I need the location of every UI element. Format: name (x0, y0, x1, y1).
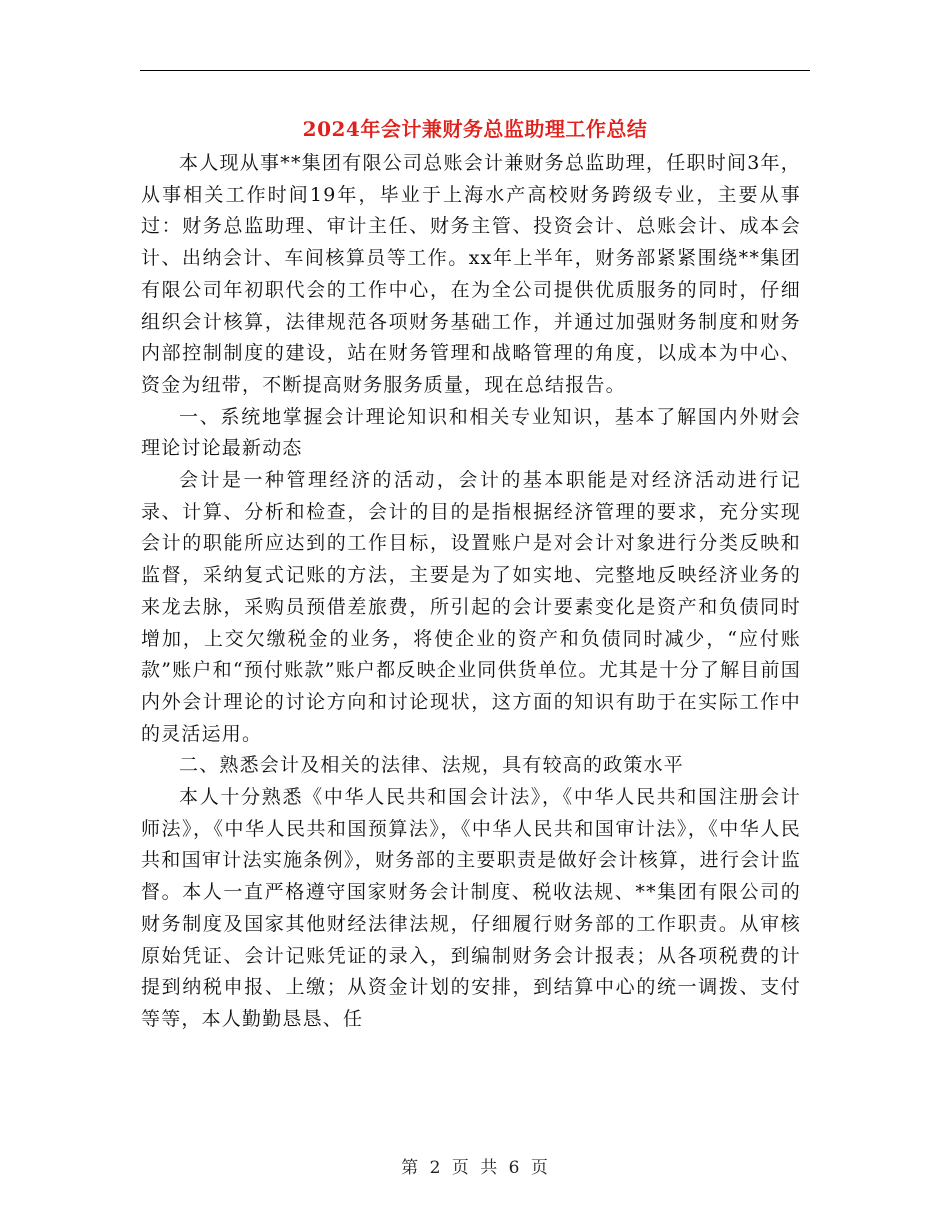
section-1-paragraph: 会计是一种管理经济的活动，会计的基本职能是对经济活动进行记录、计算、分析和检查，会计的目的是指根据经济管理的要求，充分实现会计的职能所应达到的工作目标，设置账户是对会计对象进行分类反映和监督，采纳复式记账的方法，主要是为了如实地、完整地反映经济业务的来龙去脉，采购员预借差旅费，所引起的会计要素变化是资产和负债同时增加，上交欠缴税金的业务，将使企业的资产和负债同时减少，“应付账款”账户和“预付账款”账户都反映企业同供货单位。尤其是十分了解目前国内外会计理论的讨论方向和讨论现状，这方面的知识有助于在实际工作中的灵活运用。 (141, 469, 801, 745)
intro-paragraph: 本人现从事**集团有限公司总账会计兼财务总监助理，任职时间3年，从事相关工作时间19年，毕业于上海水产高校财务跨级专业，主要从事过：财务总监助理、审计主任、财务主管、投资会计、总账会计、成本会计、出纳会计、车间核算员等工作。xx年上半年，财务部紧紧围绕**集团有限公司年初职代会的工作中心，在为全公司提供优质服务的同时，仔细组织会计核算，法律规范各项财务基础工作，并通过加强财务制度和财务内部控制制度的建设，站在财务管理和战略管理的角度，以成本为中心、资金为纽带，不断提高财务服务质量，现在总结报告。 (141, 152, 801, 396)
document-body (141, 148, 801, 1036)
section-heading-1: 一、系统地掌握会计理论知识和相关专业知识，基本了解国内外财会理论讨论最新动态 (141, 405, 801, 460)
header-rule (140, 70, 810, 71)
section-2-paragraph: 本人十分熟悉《中华人民共和国会计法》，《中华人民共和国注册会计师法》，《中华人民共和国预算法》，《中华人民共和国审计法》，《中华人民共和国审计法实施条例》，财务部的主要职责是做好会计核算，进行会计监督。本人一直严格遵守国家财务会计制度、税收法规、**集团有限公司的财务制度及国家其他财经法律法规，仔细履行财务部的工作职责。从审核原始凭证、会计记账凭证的录入，到编制财务会计报表；从各项税费的计提到纳税申报、上缴；从资金计划的安排，到结算中心的统一调拨、支付等等，本人勤勤恳恳、任 (141, 786, 801, 1030)
document-title: 2024年会计兼财务总监助理工作总结 (302, 117, 648, 141)
page-number-footer: 第 2 页 共 6 页 (401, 1158, 549, 1178)
section-heading-2: 二、熟悉会计及相关的法律、法规，具有较高的政策水平 (179, 754, 685, 777)
